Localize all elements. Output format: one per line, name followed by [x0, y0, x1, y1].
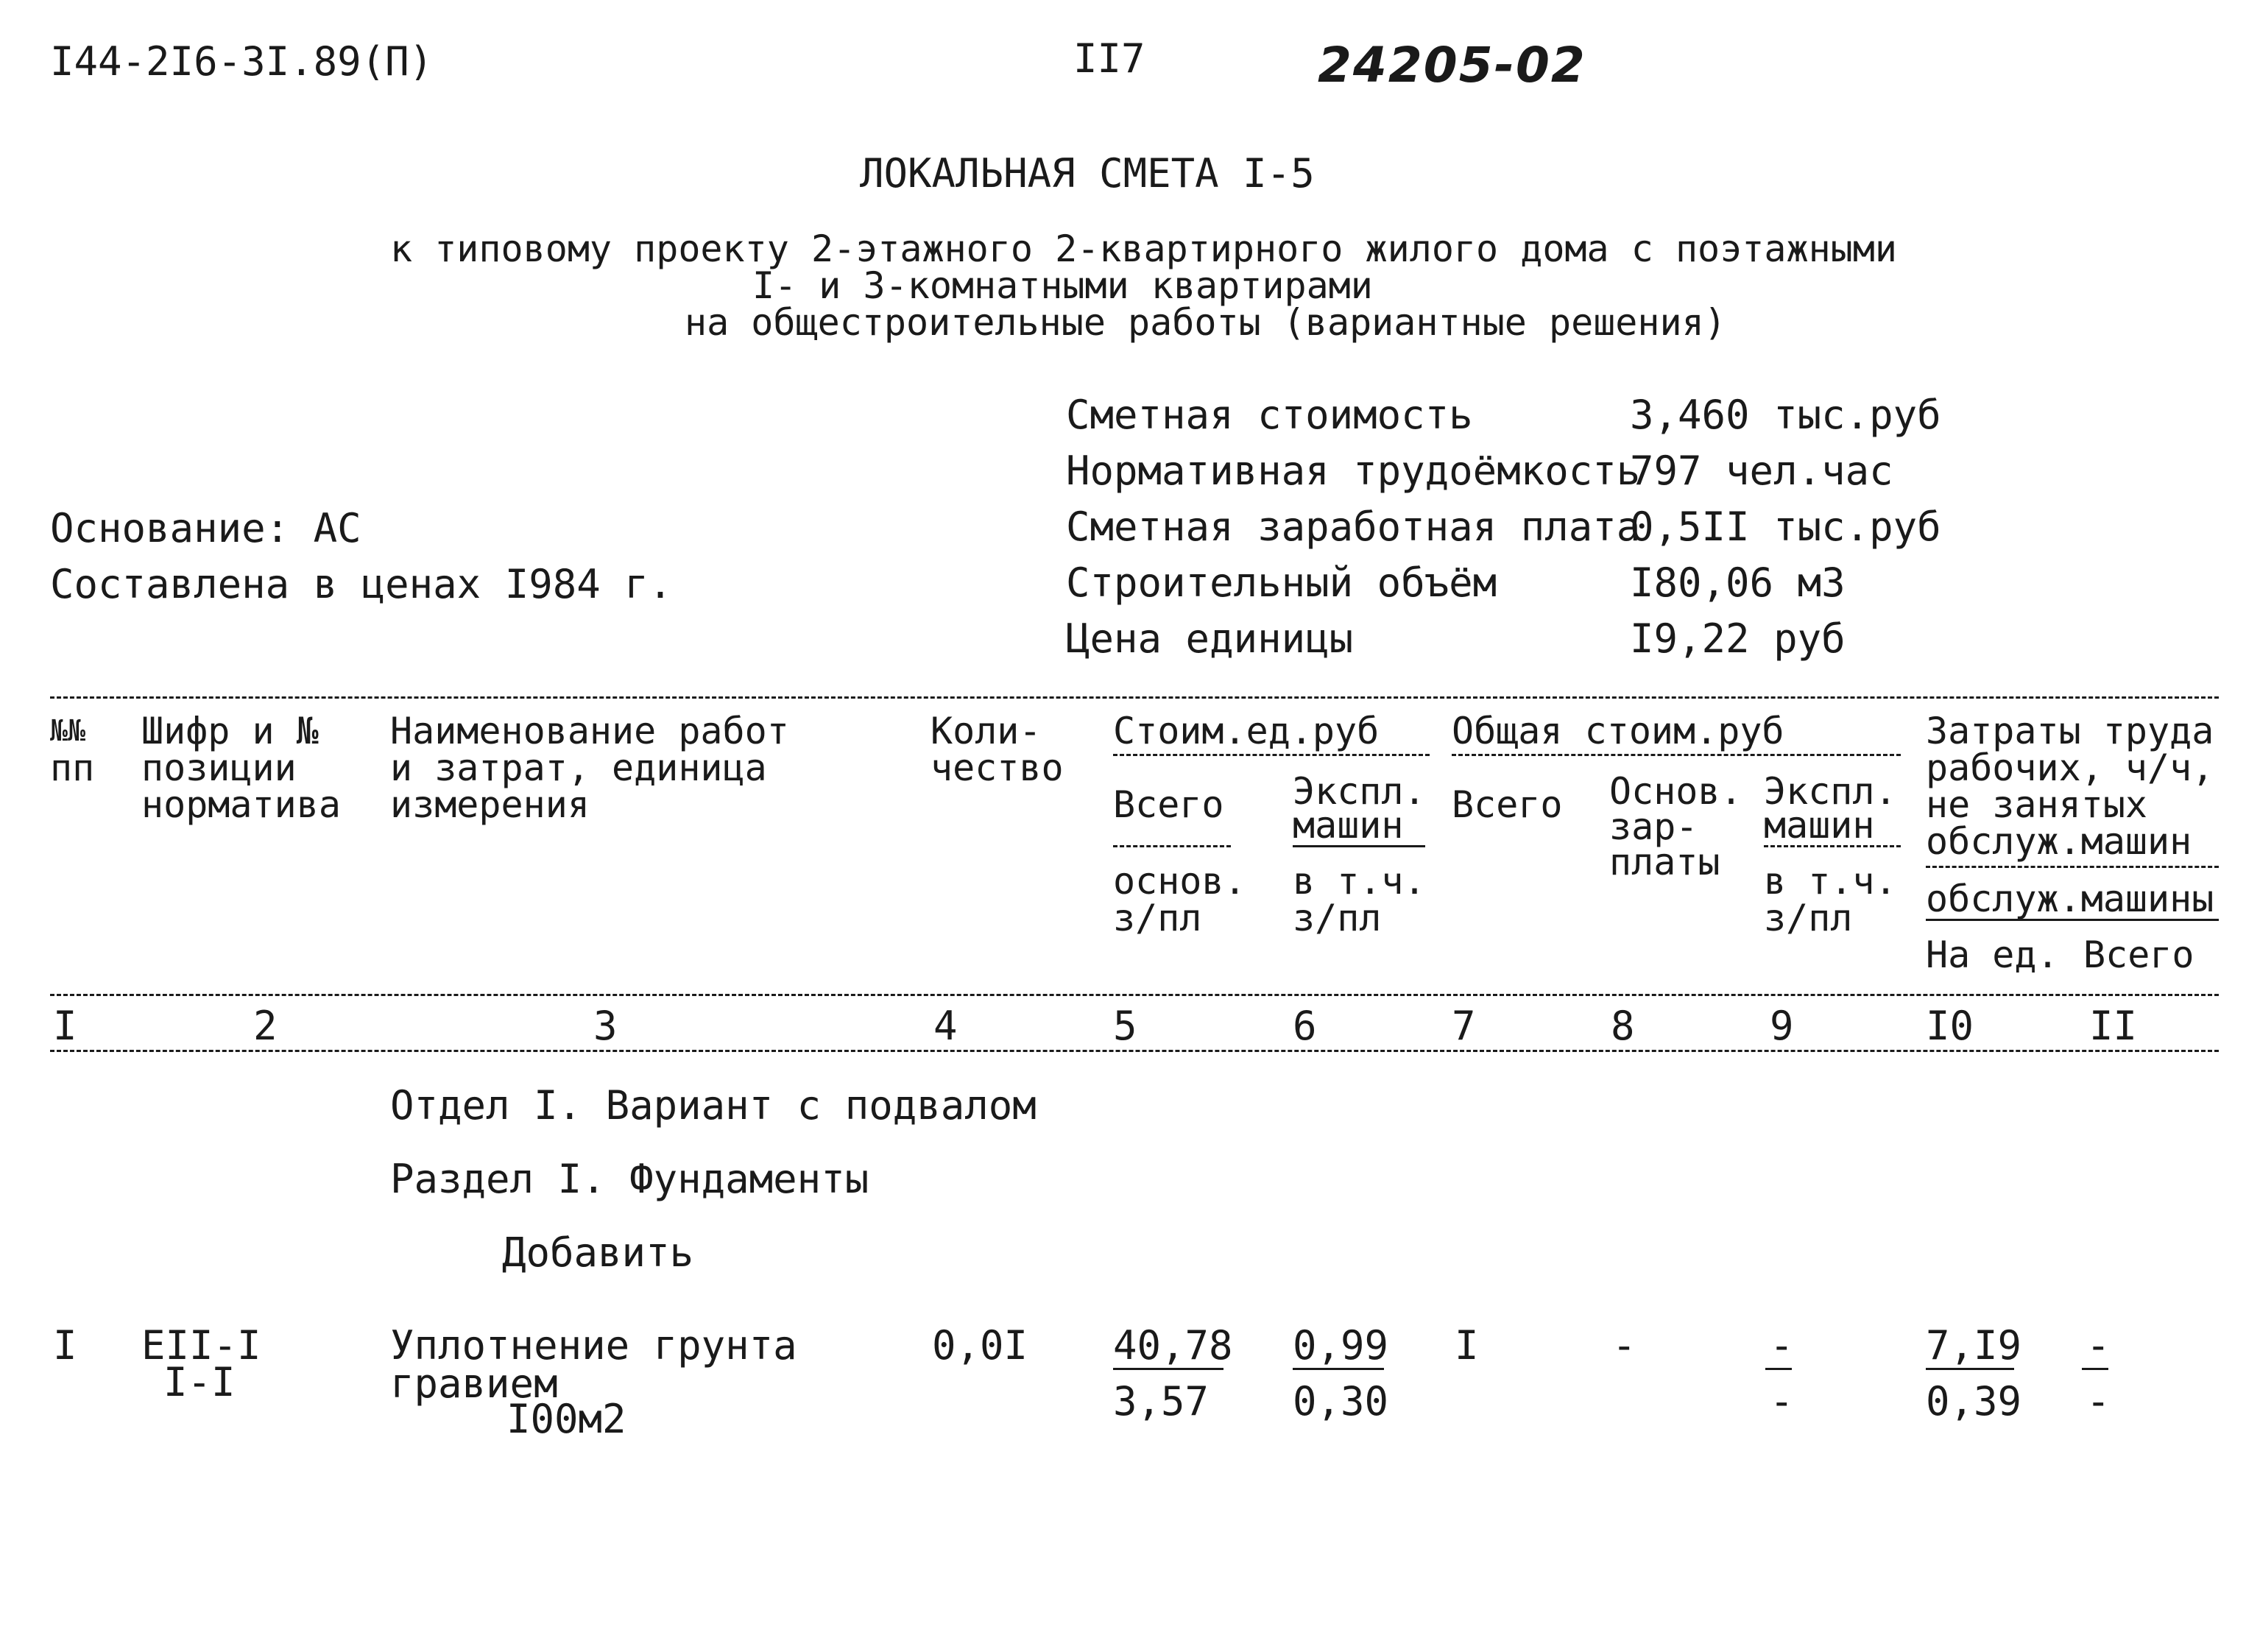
labor-header-2: рабочих, ч/ч,	[1926, 746, 2214, 789]
title-line-1: к типовому проекту 2-этажного 2-квартирного жилого дома с поэтажными	[390, 227, 1897, 270]
c7-header: Всего	[1452, 783, 1563, 826]
row-c8: -	[1612, 1322, 1636, 1369]
c5-rule	[1113, 845, 1231, 847]
c6-bottom-2: з/пл	[1293, 897, 1382, 939]
document-title: ЛОКАЛЬНАЯ СМЕТА I-5	[860, 150, 1315, 197]
page-number: II7	[1073, 35, 1145, 82]
row-c11-bottom: -	[2086, 1378, 2111, 1425]
row-c9-rule	[1765, 1368, 1792, 1370]
price-base-line: Составлена в ценах I984 г.	[50, 561, 673, 607]
c8-header-2: зар-	[1609, 805, 1698, 848]
col-number: 7	[1452, 1003, 1476, 1049]
section-heading: Раздел I. Фундаменты	[390, 1156, 869, 1202]
header-top-rule	[50, 696, 2219, 699]
row-c10-rule	[1926, 1368, 2014, 1370]
col-number: 6	[1293, 1003, 1317, 1049]
c5-bottom-1: основ.	[1113, 860, 1246, 903]
col-number-rule	[50, 1050, 2219, 1052]
labor-rule-1	[1926, 866, 2219, 868]
summary-label: Строительный объём	[1066, 560, 1497, 606]
unit-cost-header: Стоим.ед.руб	[1113, 710, 1380, 752]
basis-line: Основание: АС	[50, 505, 361, 551]
row-code-1: EII-I	[141, 1322, 261, 1369]
col-number: 3	[593, 1003, 618, 1049]
c6-bottom-1: в т.ч.	[1293, 860, 1426, 903]
row-c10-top: 7,I9	[1926, 1322, 2022, 1369]
c9-rule	[1764, 845, 1901, 847]
labor-header-3: не занятых	[1926, 783, 2148, 826]
row-unit: I00м2	[506, 1396, 626, 1442]
col-number: I	[53, 1003, 77, 1049]
total-cost-rule	[1452, 754, 1901, 756]
row-c10-bottom: 0,39	[1926, 1378, 2022, 1425]
row-c11-top: -	[2086, 1322, 2111, 1369]
c6-top-2: машин	[1293, 804, 1404, 847]
col-name-header-2: и затрат, единица	[390, 746, 767, 789]
c9-top-1: Экспл.	[1764, 770, 1897, 813]
col-name-header-3: измерения	[390, 783, 590, 826]
add-heading: Добавить	[502, 1229, 694, 1276]
c6-top-1: Экспл.	[1293, 770, 1426, 813]
title-line-3: на общестроительные работы (вариантные решения)	[685, 301, 1726, 344]
summary-value: 0,5II тыс.руб	[1630, 504, 1941, 550]
row-c11-rule	[2082, 1368, 2108, 1370]
row-c6-rule	[1293, 1368, 1384, 1370]
c8-header-3: платы	[1609, 841, 1720, 883]
col-num-header-1: №№	[50, 714, 86, 748]
title-line-2: I- и 3-комнатными квартирами	[752, 264, 1373, 307]
col-number: II	[2089, 1003, 2138, 1049]
col-number: 8	[1611, 1003, 1635, 1049]
row-c9-top: -	[1770, 1322, 1794, 1369]
row-code-2: I-I	[163, 1359, 236, 1405]
header-bottom-rule	[50, 994, 2219, 996]
col-name-header-1: Наименование работ	[390, 710, 789, 752]
row-quantity: 0,0I	[932, 1322, 1028, 1369]
row-c7: I	[1455, 1322, 1479, 1369]
col-number: 5	[1113, 1003, 1137, 1049]
c6-rule	[1293, 845, 1425, 847]
col-qty-header-1: Коли-	[931, 710, 1042, 752]
summary-label: Нормативная трудоёмкость	[1066, 448, 1641, 494]
row-name-2: гравием	[390, 1360, 558, 1407]
labor-header-4: обслуж.машин	[1926, 820, 2192, 863]
row-c6-bottom: 0,30	[1293, 1378, 1389, 1425]
row-number: I	[53, 1322, 77, 1369]
col-number: 2	[253, 1003, 278, 1049]
col-number: 9	[1770, 1003, 1794, 1049]
summary-value: 797 чел.час	[1630, 448, 1893, 494]
total-header: Всего	[2083, 933, 2194, 976]
c9-bottom-1: в т.ч.	[1764, 860, 1897, 903]
summary-label: Сметная заработная плата	[1066, 504, 1641, 550]
col-code-header-2: позиции	[141, 746, 297, 789]
summary-value: I80,06 м3	[1630, 560, 1846, 606]
row-c5-bottom: 3,57	[1113, 1378, 1210, 1425]
col-qty-header-2: чество	[931, 746, 1064, 789]
c5-bottom-2: з/пл	[1113, 897, 1202, 939]
summary-value: I9,22 руб	[1630, 615, 1846, 662]
labor-rule-2	[1926, 919, 2219, 921]
c9-bottom-2: з/пл	[1764, 897, 1853, 939]
row-c5-top: 40,78	[1113, 1322, 1233, 1369]
per-unit-header: На ед.	[1926, 933, 2059, 976]
c9-top-2: машин	[1764, 804, 1875, 847]
summary-label: Сметная стоимость	[1066, 392, 1473, 438]
unit-cost-rule	[1113, 754, 1430, 756]
col-number: 4	[933, 1003, 958, 1049]
row-c6-top: 0,99	[1293, 1322, 1389, 1369]
row-c9-bottom: -	[1770, 1378, 1794, 1425]
row-name-1: Уплотнение грунта	[390, 1322, 797, 1369]
col-num-header-2: пп	[50, 746, 95, 789]
col-code-header-1: Шифр и №	[141, 710, 319, 752]
row-c5-rule	[1113, 1368, 1223, 1370]
c8-header-1: Основ.	[1609, 770, 1742, 813]
col-number: I0	[1926, 1003, 1974, 1049]
c5-top: Всего	[1113, 783, 1224, 826]
col-code-header-3: норматива	[141, 783, 341, 826]
labor-header-1: Затраты труда	[1926, 710, 2214, 752]
labor-header-5: обслуж.машины	[1926, 878, 2214, 920]
summary-label: Цена единицы	[1066, 615, 1354, 662]
division-heading: Отдел I. Вариант с подвалом	[390, 1082, 1037, 1129]
handwritten-archive-number: 24205-02	[1318, 37, 1586, 93]
summary-value: 3,460 тыс.руб	[1630, 392, 1941, 438]
document-code: I44-2I6-3I.89(П)	[50, 38, 434, 85]
total-cost-header: Общая стоим.руб	[1452, 710, 1784, 752]
